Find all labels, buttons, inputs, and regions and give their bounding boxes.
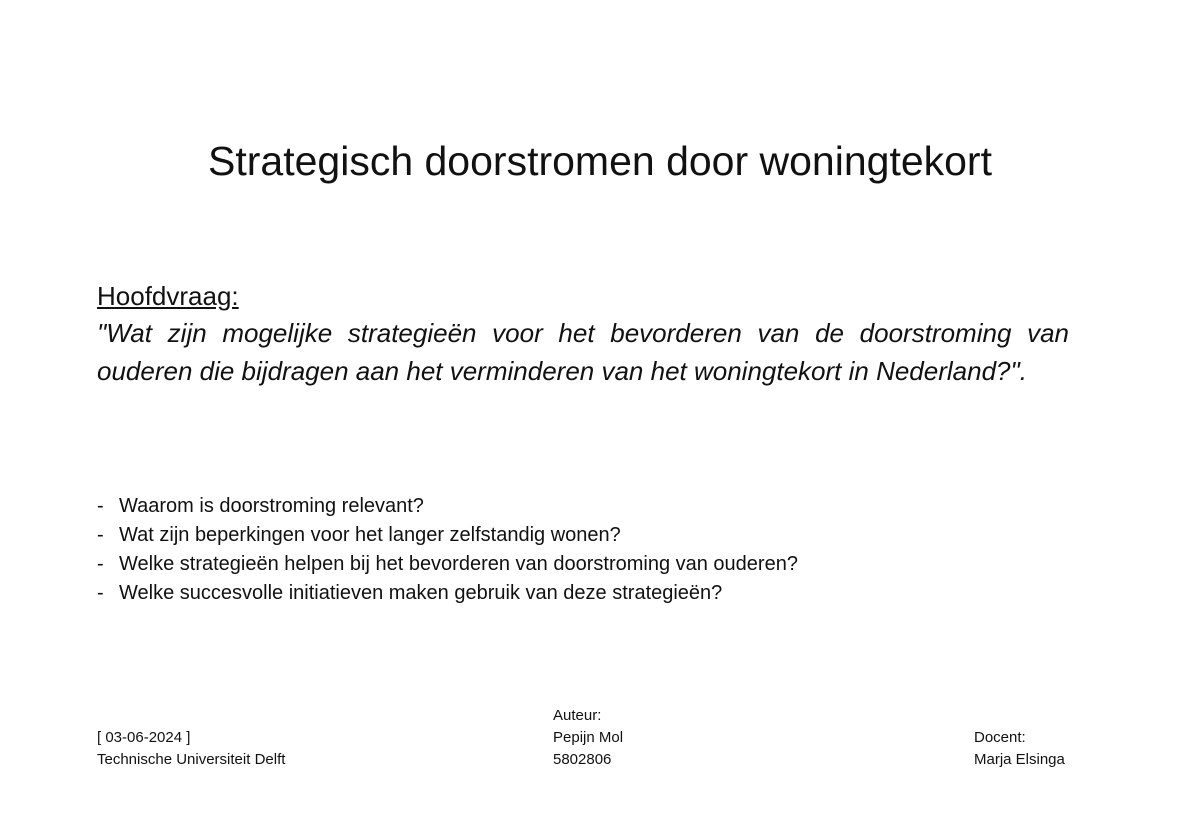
date-text: [ 03-06-2024 ] <box>97 729 191 746</box>
footer-date-institution <box>97 727 285 771</box>
page-title: Strategisch doorstromen door woningtekort <box>208 138 992 184</box>
sub-question-text: Waarom is doorstroming relevant? <box>119 495 424 517</box>
footer-teacher <box>974 727 1065 771</box>
sub-question-list <box>97 492 1097 608</box>
sub-question-text: Welke strategieën helpen bij het bevorderen van doorstroming van ouderen? <box>119 553 798 575</box>
sub-question-text: Welke succesvolle initiatieven maken gebruik van deze strategieën? <box>119 582 723 604</box>
list-item <box>97 492 1097 521</box>
student-number: 5802806 <box>553 751 612 768</box>
main-question-section <box>97 278 1069 390</box>
list-bullet: - <box>97 553 104 575</box>
footer-author <box>553 705 623 771</box>
main-question-text: "Wat zijn mogelijke strategieën voor het bevorderen van de doorstroming van ouderen die bijdragen aan het verminderen van het woningtekort in Nederland?". <box>97 318 1069 386</box>
list-item <box>97 521 1097 550</box>
institution-text: Technische Universiteit Delft <box>97 751 286 768</box>
list-item <box>97 579 1097 608</box>
list-bullet: - <box>97 582 104 604</box>
list-item <box>97 550 1097 579</box>
list-bullet: - <box>97 495 104 517</box>
list-bullet: - <box>97 524 104 546</box>
author-name: Pepijn Mol <box>553 729 624 746</box>
question-label: Hoofdvraag: <box>97 281 239 311</box>
teacher-name: Marja Elsinga <box>974 751 1065 768</box>
teacher-label: Docent: <box>974 729 1026 746</box>
sub-question-text: Wat zijn beperkingen voor het langer zelfstandig wonen? <box>119 524 621 546</box>
author-label: Auteur: <box>553 707 602 724</box>
